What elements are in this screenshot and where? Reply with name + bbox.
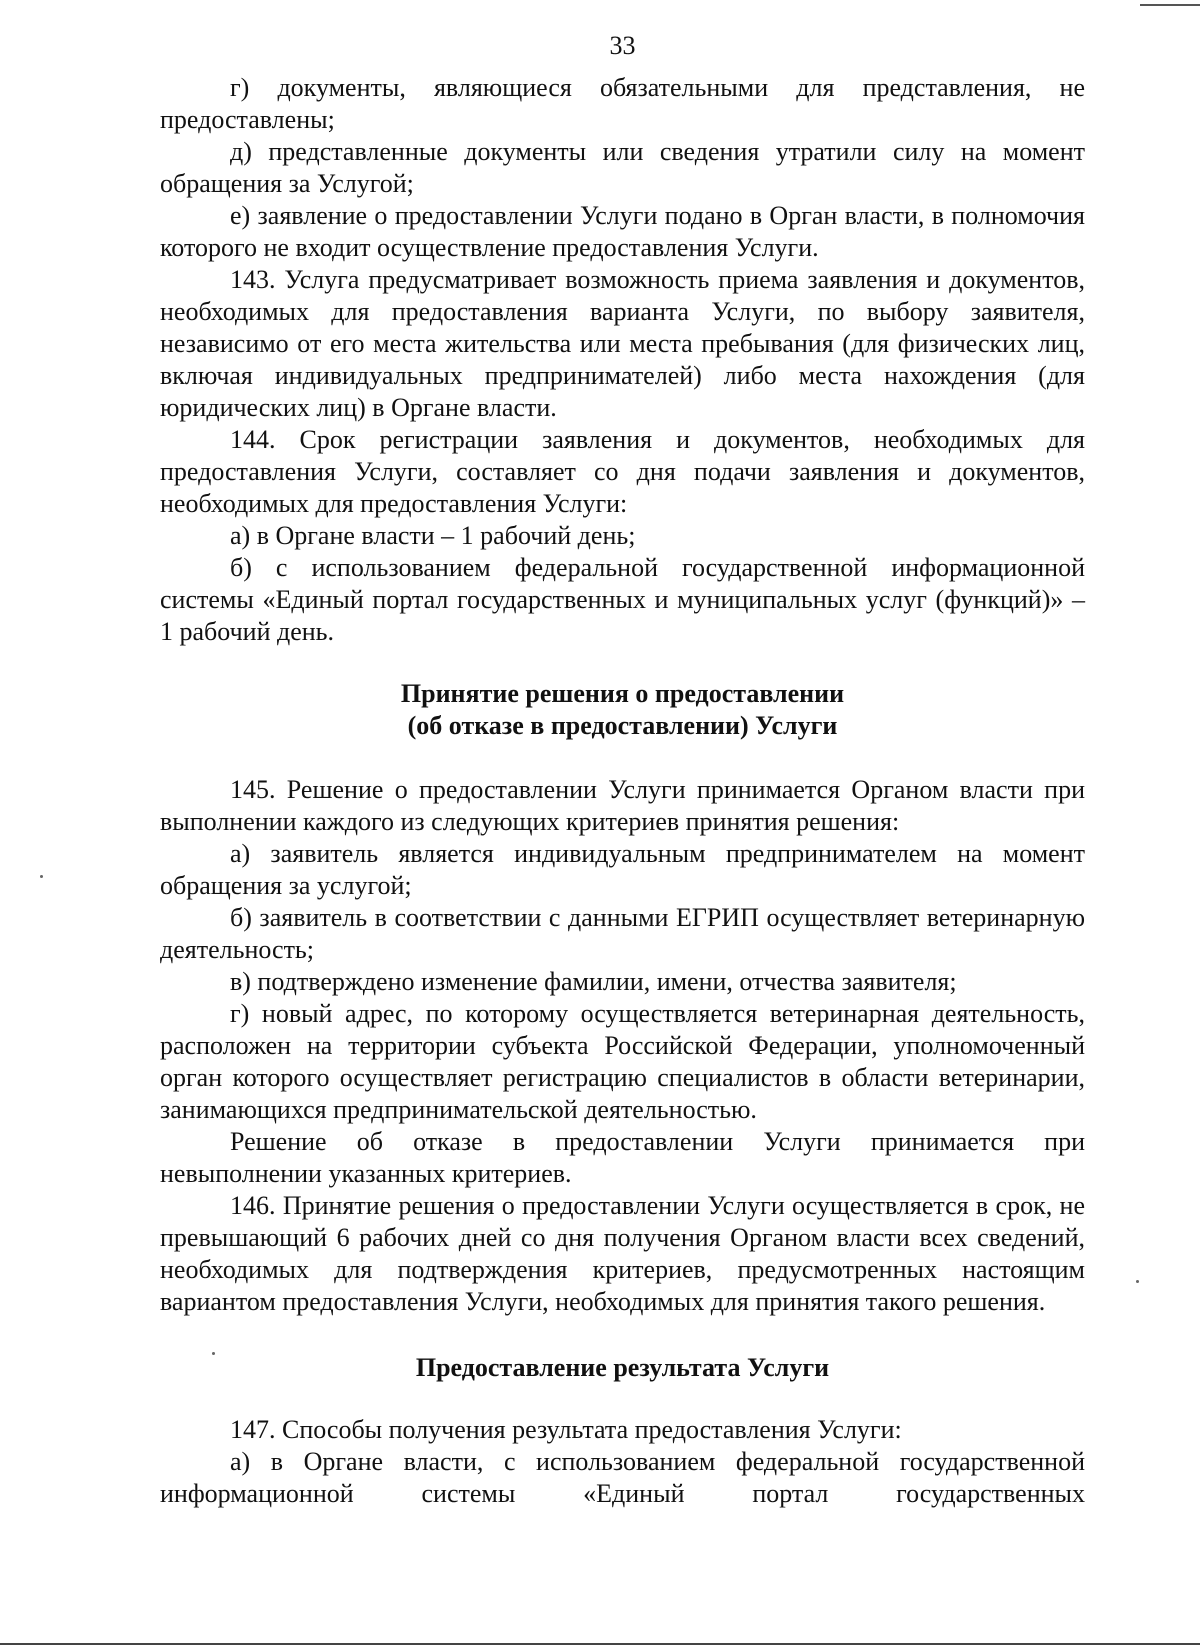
paragraph: Решение об отказе в предоставлении Услуги принимается при невыполнении указанных критериев.	[160, 1127, 1085, 1188]
paragraph: а) заявитель является индивидуальным предпринимателем на момент обращения за услугой;	[160, 839, 1085, 900]
document-page	[160, 30, 1085, 1510]
document-body	[160, 72, 1085, 1510]
scan-edge-mark-top	[1140, 4, 1200, 6]
paragraph: б) заявитель в соответствии с данными ЕГРИП осуществляет ветеринарную деятельность;	[160, 903, 1085, 964]
section-heading	[160, 678, 1085, 742]
paragraph: г) новый адрес, по которому осуществляется ветеринарная деятельность, расположен на территории субъекта Российской Федерации, уполномоченный орган которого осуществляет регистрацию специалистов в области ветеринарии, занимающихся предпринимательской деятельностью.	[160, 999, 1085, 1124]
paragraph: 143. Услуга предусматривает возможность приема заявления и документов, необходимых для предоставления варианта Услуги, по выбору заявителя, независимо от его места жительства или места пребывания (для физических лиц, включая индивидуальных предпринимателей) либо места нахождения (для юридических лиц) в Органе власти.	[160, 265, 1085, 422]
section-heading	[160, 1352, 1085, 1384]
scan-edge-mark-bottom	[0, 1643, 1200, 1645]
paragraph: е) заявление о предоставлении Услуги подано в Орган власти, в полномочия которого не входит осуществление предоставления Услуги.	[160, 201, 1085, 262]
paragraph: б) с использованием федеральной государственной информационной системы «Единый портал государственных и муниципальных услуг (функций)» – 1 рабочий день.	[160, 553, 1085, 646]
paragraph: д) представленные документы или сведения утратили силу на момент обращения за Услугой;	[160, 137, 1085, 198]
section-heading-line: Предоставление результата Услуги	[415, 1353, 830, 1382]
section-heading-line: (об отказе в предоставлении) Услуги	[407, 711, 838, 740]
paragraph: 146. Принятие решения о предоставлении Услуги осуществляется в срок, не превышающий 6 рабочих дней со дня получения Органом власти всех сведений, необходимых для подтверждения критериев, предусмотренных настоящим вариантом предоставления Услуги, необходимых для принятия такого решения.	[160, 1191, 1085, 1316]
scan-speck	[40, 875, 43, 878]
section-heading-line: Принятие решения о предоставлении	[400, 679, 845, 708]
scan-speck	[1136, 1280, 1139, 1283]
paragraph: в) подтверждено изменение фамилии, имени, отчества заявителя;	[230, 967, 957, 996]
page-number: 33	[609, 31, 636, 60]
paragraph: г) документы, являющиеся обязательными для представления, не предоставлены;	[160, 73, 1085, 134]
paragraph: 147. Способы получения результата предоставления Услуги:	[230, 1415, 902, 1444]
paragraph: а) в Органе власти, с использованием федеральной государственной информационной системы «Единый портал государственных	[160, 1447, 1085, 1508]
paragraph: 145. Решение о предоставлении Услуги принимается Органом власти при выполнении каждого из следующих критериев принятия решения:	[160, 775, 1085, 836]
paragraph: а) в Органе власти – 1 рабочий день;	[230, 521, 636, 550]
paragraph: 144. Срок регистрации заявления и документов, необходимых для предоставления Услуги, составляет со дня подачи заявления и документов, необходимых для предоставления Услуги:	[160, 425, 1085, 518]
